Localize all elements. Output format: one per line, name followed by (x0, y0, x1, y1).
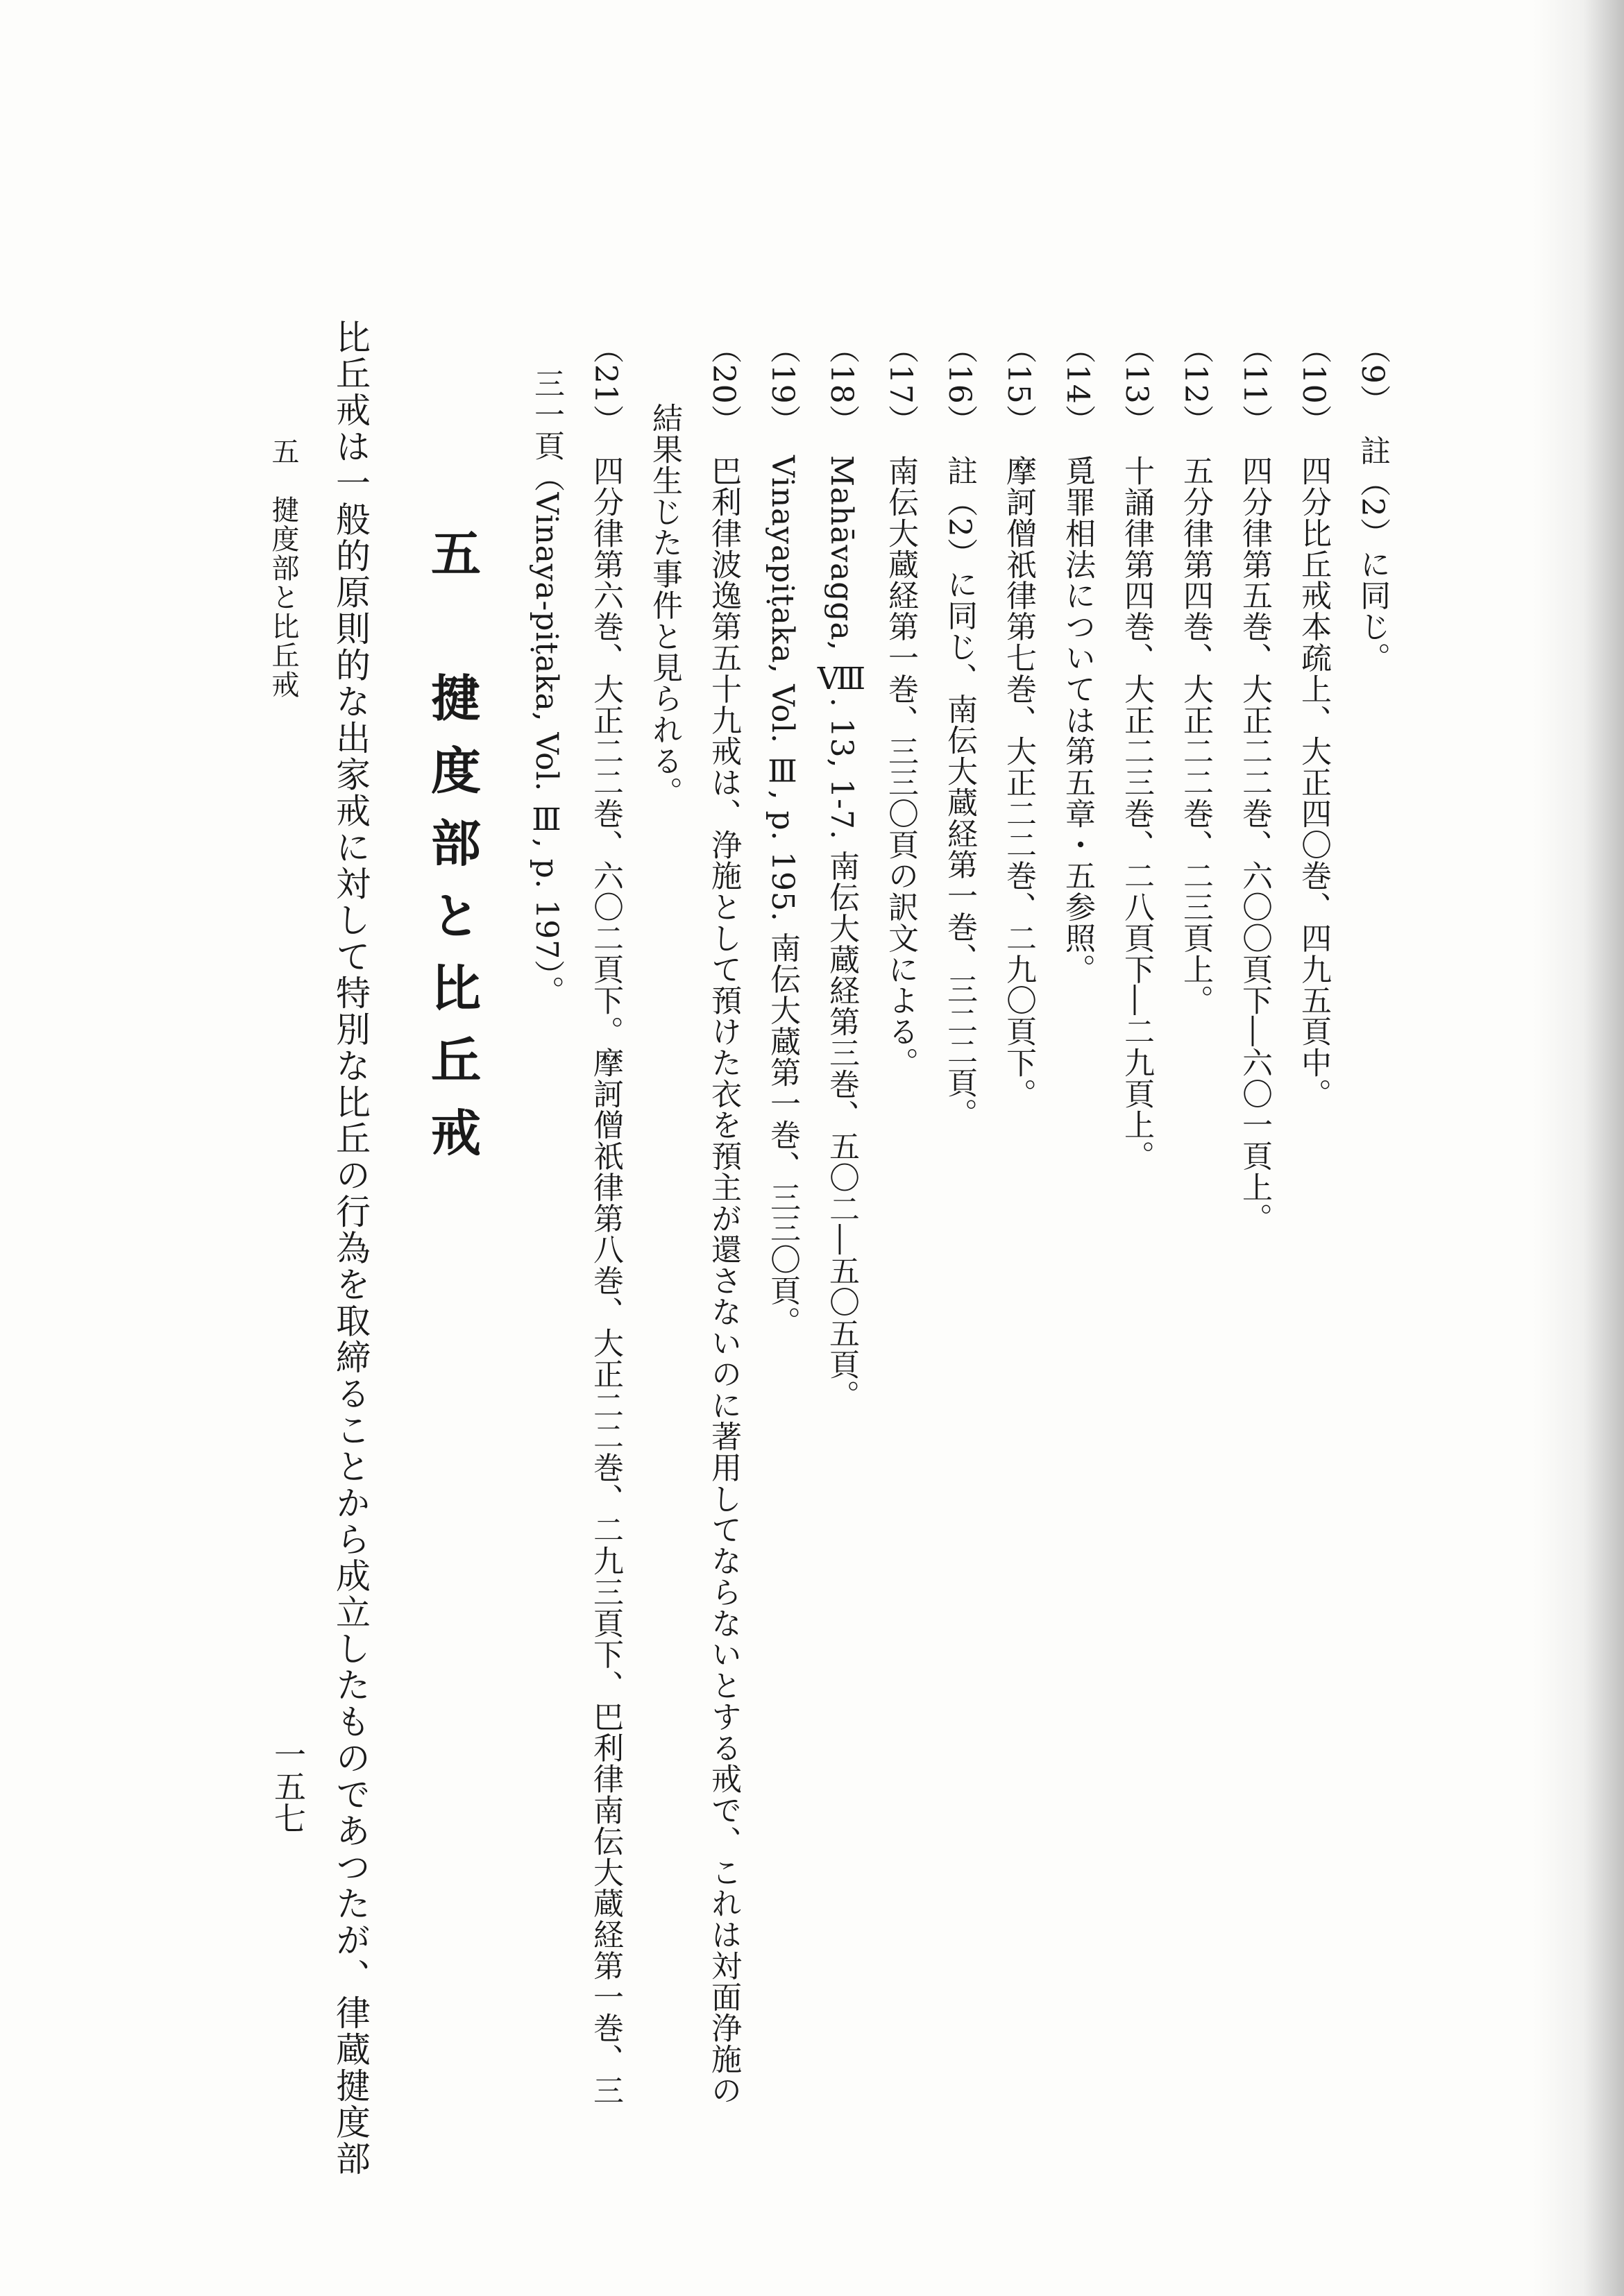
note-21 (588, 333, 623, 2106)
note-text: 三一頁（Vinaya-piṭaka, Vol. Ⅲ, p. 197）。 (529, 368, 564, 1007)
note-text: 十誦律第四巻、大正二三巻、二八頁下―二九頁上。 (1119, 454, 1154, 1171)
page-number: 一五七 (269, 1738, 307, 1834)
note-number: （15） (1001, 333, 1036, 436)
note-20-continued (647, 402, 682, 808)
note-text: 註（2）に同じ、南伝大蔵経第一巻、三二二頁。 (942, 454, 977, 1129)
body-paragraph: 比丘戒は一般的原則的な出家戒に対して特別な比丘の行為を取締ることから成立したものであつたが、律蔵揵度部 (330, 319, 371, 2177)
note-number: （17） (883, 333, 918, 436)
note-number: （13） (1119, 333, 1154, 436)
running-title: 五 揵度部と比丘戒 (267, 437, 299, 699)
note-number: （18） (824, 333, 859, 436)
note-16 (942, 333, 977, 1129)
note-number: （12） (1178, 333, 1213, 436)
note-text: 結果生じた事件と見られる。 (647, 402, 682, 808)
note-text: 巴利律波逸第五十九戒は、浄施として預けた衣を預主が還さないのに著用してならないとする戒で、これは対面浄施の (706, 454, 741, 2106)
note-text: 南伝大蔵経第一巻、三三〇頁の訳文による。 (883, 454, 918, 1078)
note-text: 四分比丘戒本疏上、大正四〇巻、四九五頁中。 (1296, 454, 1331, 1109)
note-18 (824, 333, 859, 1411)
note-text: Vinayapiṭaka, Vol. Ⅲ, p. 195. 南伝大蔵第一巻、三三〇頁。 (765, 454, 800, 1337)
scan-edge-shadow (1534, 0, 1624, 2296)
note-13 (1119, 333, 1154, 1171)
note-number: （20） (706, 333, 741, 436)
note-17 (883, 333, 918, 1078)
note-text: Mahāvagga, Ⅷ. 13, 1-7. 南伝大蔵経第三巻、五〇二―五〇五頁。 (824, 454, 859, 1411)
note-number: （10） (1296, 333, 1331, 436)
note-number: （14） (1060, 333, 1095, 436)
note-10 (1296, 333, 1331, 1109)
section-heading: 五 揵度部と比丘戒 (423, 527, 482, 1180)
note-text: 覓罪相法については第五章・五参照。 (1060, 454, 1095, 985)
note-9 (1355, 333, 1390, 673)
note-19 (765, 333, 800, 1337)
note-text: 摩訶僧祇律第七巻、大正二二巻、二九〇頁下。 (1001, 454, 1036, 1109)
note-15 (1001, 333, 1036, 1109)
note-21-continued (529, 368, 564, 1007)
note-text: 五分律第四巻、大正二二巻、二三頁上。 (1178, 454, 1213, 1016)
note-11 (1237, 333, 1272, 1234)
note-text: 四分律第五巻、大正二二巻、六〇〇頁下―六〇一頁上。 (1237, 454, 1272, 1234)
note-20 (706, 333, 741, 2106)
note-number: （11） (1237, 333, 1272, 436)
note-number: （9） (1355, 333, 1390, 416)
note-12 (1178, 333, 1213, 1016)
note-number: （16） (942, 333, 977, 436)
note-number: （21） (588, 333, 623, 436)
note-number: （19） (765, 333, 800, 436)
note-text: 註（2）に同じ。 (1355, 434, 1390, 673)
note-14 (1060, 333, 1095, 985)
note-text: 四分律第六巻、大正二二巻、六〇二頁下。摩訶僧祇律第八巻、大正二二巻、二九三頁下、巴利律南伝大蔵経第一巻、三 (588, 454, 623, 2106)
